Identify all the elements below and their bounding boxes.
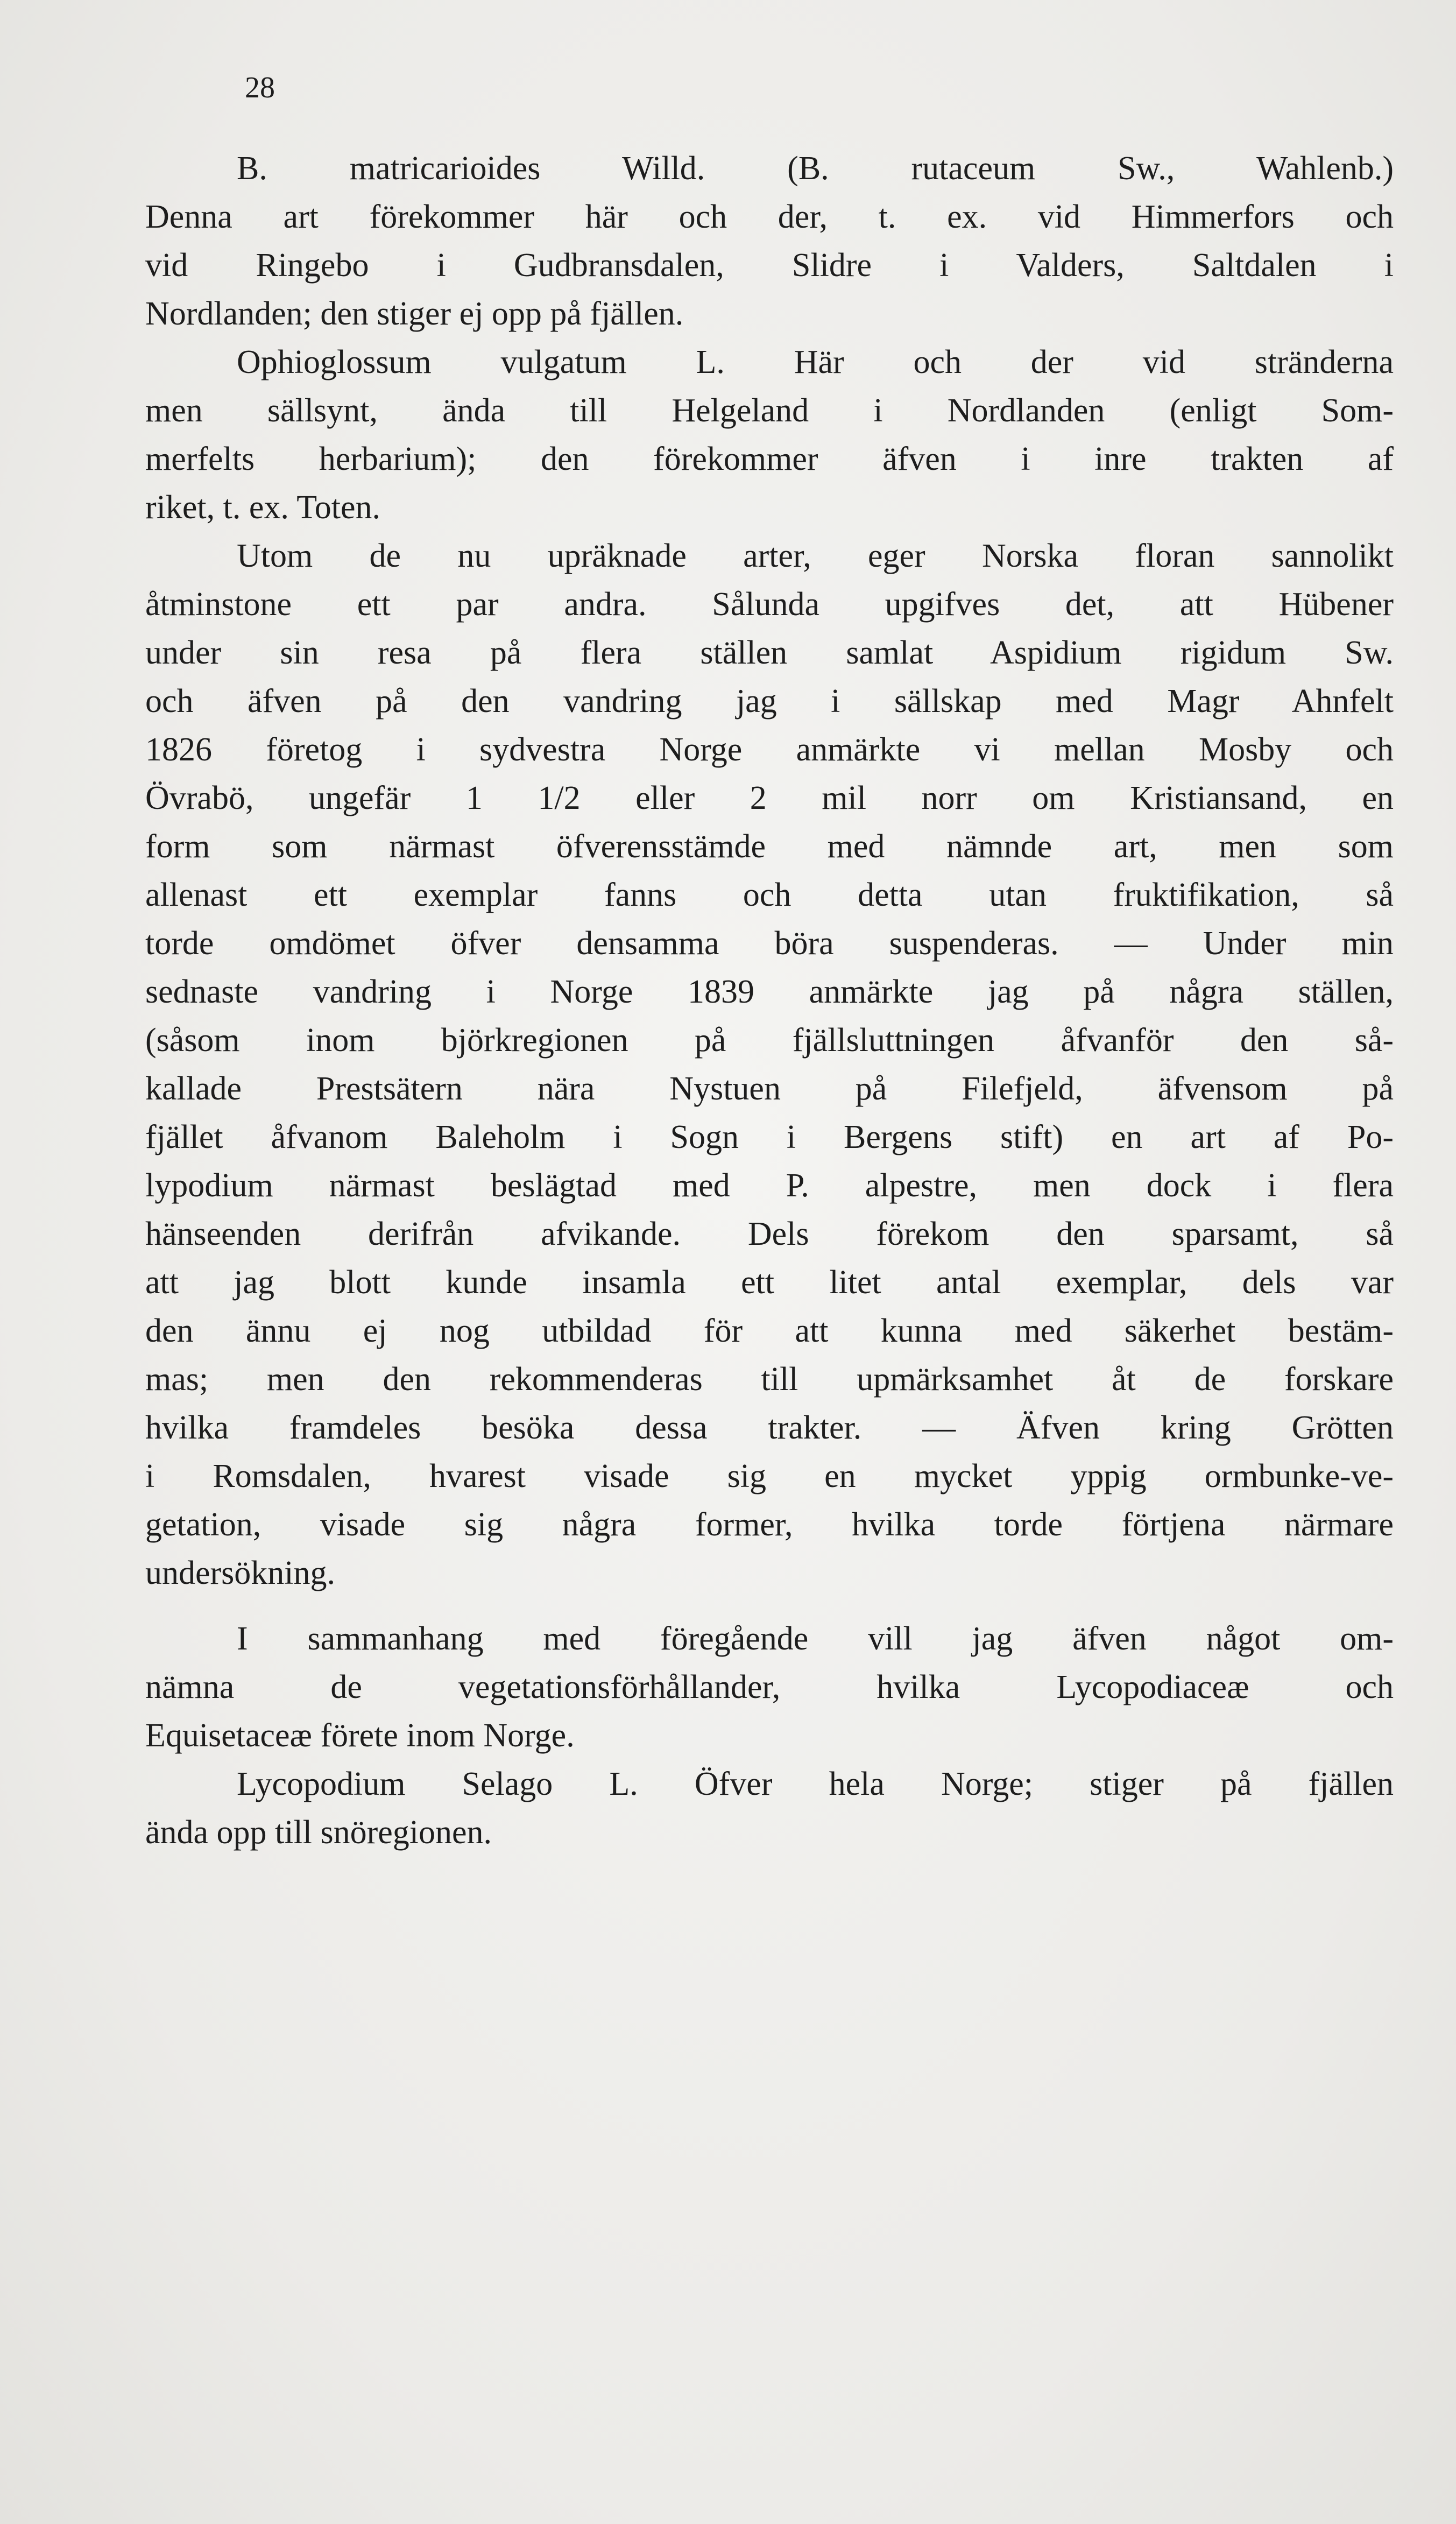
text-line: lypodium närmast beslägtad med P. alpestre, men dock i flera <box>145 1167 1394 1204</box>
text-line: merfelts herbarium); den förekommer äfven i inre trakten af <box>145 441 1394 477</box>
text-line: men sällsynt, ända till Helgeland i Nordlanden (enligt Som- <box>145 392 1394 429</box>
body-text <box>145 144 1394 1857</box>
text-line: (såsom inom björkregionen på fjällsluttningen åfvanför den så- <box>145 1022 1394 1059</box>
text-line: att jag blott kunde insamla ett litet antal exemplar, dels var <box>145 1264 1394 1301</box>
text-line: hvilka framdeles besöka dessa trakter. — Äfven kring Grötten <box>145 1409 1394 1446</box>
text-line: ända opp till snöregionen. <box>145 1814 492 1851</box>
text-line: den ännu ej nog utbildad för att kunna med säkerhet bestäm- <box>145 1313 1394 1349</box>
text-line: fjället åfvanom Baleholm i Sogn i Bergens stift) en art af Po- <box>145 1119 1394 1155</box>
text-line: form som närmast öfverensstämde med nämnde art, men som <box>145 828 1394 865</box>
text-line: Övrabö, ungefär 1 1/2 eller 2 mil norr om Kristiansand, en <box>145 780 1394 816</box>
text-line: allenast ett exemplar fanns och detta utan fruktifikation, så <box>145 877 1394 913</box>
text-line: hänseenden derifrån afvikande. Dels förekom den sparsamt, så <box>145 1216 1394 1252</box>
text-line: riket, t. ex. Toten. <box>145 489 381 526</box>
text-line: 1826 företog i sydvestra Norge anmärkte vi mellan Mosby och <box>145 731 1394 768</box>
text-line: Utom de nu upräknade arter, eger Norska floran sannolikt <box>237 538 1394 574</box>
text-line: Lycopodium Selago L. Öfver hela Norge; stiger på fjällen <box>237 1766 1394 1802</box>
text-line: undersökning. <box>145 1555 336 1591</box>
text-line: I sammanhang med föregående vill jag äfven något om- <box>237 1620 1394 1657</box>
text-line: B. matricarioides Willd. (B. rutaceum Sw., Wahlenb.) <box>237 150 1394 187</box>
text-line: getation, visade sig några former, hvilka torde förtjena närmare <box>145 1506 1394 1543</box>
text-line: sednaste vandring i Norge 1839 anmärkte jag på några ställen, <box>145 974 1394 1010</box>
text-line: under sin resa på flera ställen samlat Aspidium rigidum Sw. <box>145 634 1394 671</box>
text-line: Denna art förekommer här och der, t. ex. vid Himmerfors och <box>145 199 1394 235</box>
text-line: mas; men den rekommenderas till upmärksamhet åt de forskare <box>145 1361 1394 1398</box>
text-line: nämna de vegetationsförhållander, hvilka Lycopodiaceæ och <box>145 1669 1394 1705</box>
text-line: torde omdömet öfver densamma böra suspenderas. — Under min <box>145 925 1394 962</box>
text-line: åtminstone ett par andra. Sålunda upgifves det, att Hübener <box>145 586 1394 623</box>
text-line: kallade Prestsätern nära Nystuen på Filefjeld, äfvensom på <box>145 1070 1394 1107</box>
text-line: Equisetaceæ förete inom Norge. <box>145 1717 575 1754</box>
text-line: Ophioglossum vulgatum L. Här och der vid stränderna <box>237 344 1394 380</box>
text-line: vid Ringebo i Gudbransdalen, Slidre i Valders, Saltdalen i <box>145 247 1394 284</box>
text-line: och äfven på den vandring jag i sällskap med Magr Ahnfelt <box>145 683 1394 720</box>
page-number: 28 <box>245 71 275 104</box>
text-line: Nordlanden; den stiger ej opp på fjällen. <box>145 295 684 332</box>
text-line: i Romsdalen, hvarest visade sig en mycket yppig ormbunke-ve- <box>145 1458 1394 1494</box>
